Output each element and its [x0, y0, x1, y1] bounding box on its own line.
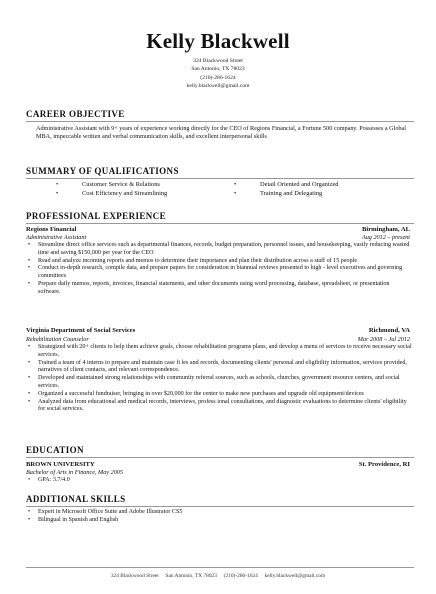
skill-item: • Bilingual in Spanish and English	[28, 516, 119, 523]
contact-city: San Antonio, TX 78023	[191, 66, 245, 73]
job-bullet-item: • Read and analyze incoming reports and memos to determine their importance and plan their distribution across a staff of 15 people	[28, 257, 358, 264]
section-title-skills: ADDITIONAL SKILLS	[26, 494, 126, 504]
footer-email[interactable]: kelly.blackwell@gmail.com	[264, 573, 326, 579]
education-bullets	[26, 477, 412, 485]
bullet-icon: •	[28, 359, 31, 366]
section-title-qualifications: SUMMARY OF QUALIFICATIONS	[26, 166, 179, 176]
section-divider	[26, 121, 414, 122]
job-subheader	[26, 234, 410, 242]
job-bullet-item: • Developed and maintained strong relationships with community referral sources, such as schools, churches, government resource centers, and social services.	[28, 375, 400, 389]
section-divider	[26, 223, 414, 224]
job-bullet-item: • Organized a successful fundraiser, bringing in over $20,000 for the center to make new purchases and upgrade old equipment/devices	[28, 390, 364, 397]
bullet-icon: •	[28, 375, 31, 382]
section-divider	[26, 506, 414, 507]
footer-divider	[26, 567, 414, 568]
footer-phone: (210)-286-1624	[223, 573, 258, 579]
job-bullet-item: • Prepare daily memos, reports, invoices, financial statements, and other documents using word processing, database, spreadsheet, or presentation software.	[28, 280, 390, 295]
qualifications-right-column	[234, 181, 339, 198]
job-dates: Aug 2012 – present	[361, 234, 410, 241]
education-gpa: • GPA: 3.7/4.0	[28, 477, 70, 483]
qualifications-left-column	[56, 181, 167, 198]
section-divider	[26, 457, 414, 458]
contact-address: 324 Blackwood Street	[193, 58, 243, 64]
bullet-icon: •	[28, 398, 31, 405]
bullet-icon: •	[28, 509, 31, 515]
job-organization: Regions Financial	[26, 226, 77, 233]
footer-city: San Antonio, TX 78023	[165, 573, 217, 579]
section-title-career-objective: CAREER OBJECTIVE	[26, 109, 125, 119]
job-bullet-item: • Streamline direct office services such as departmental finances, records, budget preparation, personnel issues, and housekeeping, vastly reducing wasted time and saving $150,000 per year for the CEO	[28, 242, 410, 256]
education-school: BROWN UNIVERSITY	[26, 461, 95, 468]
education-degree: Bachelor of Arts in Finance, May 2005	[26, 469, 123, 476]
bullet-icon: •	[28, 344, 31, 350]
job-bullet-item: • Strategized with 20+ clients to help them achieve goals, choose rehabilitation programs plans, and develop a menu of services to receive necessary social services.	[28, 344, 412, 358]
footer-address: 324 Blackwood Street	[110, 573, 159, 579]
job-role: Administrative Assistant	[26, 234, 87, 241]
bullet-icon: •	[234, 189, 237, 197]
bullet-icon: •	[28, 390, 31, 397]
qualification-item: • Detail Oriented and Organized	[234, 181, 339, 188]
qualification-item: • Training and Delegating	[234, 189, 323, 197]
job-location: Birmingham, AL	[362, 226, 410, 233]
job-bullet-item: • Trained a team of 4 interns to prepare and maintain case fi les and records, documenting clients' personal and eligibility information, services provided, narratives of client contacts, and relevant correspondence.	[28, 359, 407, 374]
skill-item: • Expert in Microsoft Office Suite and Adobe Illustrator CS5	[28, 509, 183, 515]
qualification-item: • Customer Service & Relations	[56, 181, 160, 188]
job-bullet-item: • Analyzed data from educational and medical records, interviews, profess ional consultations, and diagnostic evaluations to determine clients' eligibility for social services.	[28, 398, 407, 413]
job-subheader	[26, 336, 410, 344]
bullet-icon: •	[28, 242, 31, 248]
bullet-icon: •	[28, 265, 31, 272]
job-bullets	[26, 242, 412, 297]
bullet-icon: •	[28, 477, 31, 483]
resume-name: Kelly Blackwell	[146, 29, 290, 53]
contact-email[interactable]: kelly.blackwell@gmail.com	[186, 82, 250, 89]
skills-bullets	[26, 509, 412, 525]
bullet-icon: •	[56, 181, 59, 188]
qualification-item: • Cost Efficiency and Streamlining	[56, 189, 168, 197]
contact-block	[0, 57, 436, 90]
job-location: Richmond, VA	[368, 327, 410, 334]
bullet-icon: •	[28, 516, 31, 523]
bullet-icon: •	[28, 280, 31, 287]
education-location: St. Providence, RI	[358, 461, 410, 468]
footer-contact	[0, 573, 436, 579]
career-objective-text: Administrative Assistant with 9+ years of experience working directly for the CEO of Regions Financial, a Fortune 500 company. Possesses a Global MBA, impeccable written and verbal communication skills, and excellent interpersonal skills	[36, 125, 406, 141]
section-title-experience: PROFESSIONAL EXPERIENCE	[26, 211, 166, 221]
job-dates: Mar 2008 – Jul 2012	[357, 336, 410, 343]
job-organization: Virginia Department of Social Services	[26, 327, 136, 334]
job-bullets	[26, 344, 412, 414]
section-title-education: EDUCATION	[26, 445, 84, 455]
job-bullet-item: • Conduct in-depth research, compile data, and prepare papers for consideration in biannual reviews presented to high - level executives and governing committees	[28, 265, 403, 280]
bullet-icon: •	[234, 181, 237, 188]
bullet-icon: •	[28, 257, 31, 264]
contact-phone: (210)-286-1624	[200, 74, 236, 81]
job-role: Rehabilitation Counselor	[26, 336, 89, 343]
job-header	[26, 327, 410, 335]
bullet-icon: •	[56, 189, 59, 197]
section-divider	[26, 178, 414, 179]
